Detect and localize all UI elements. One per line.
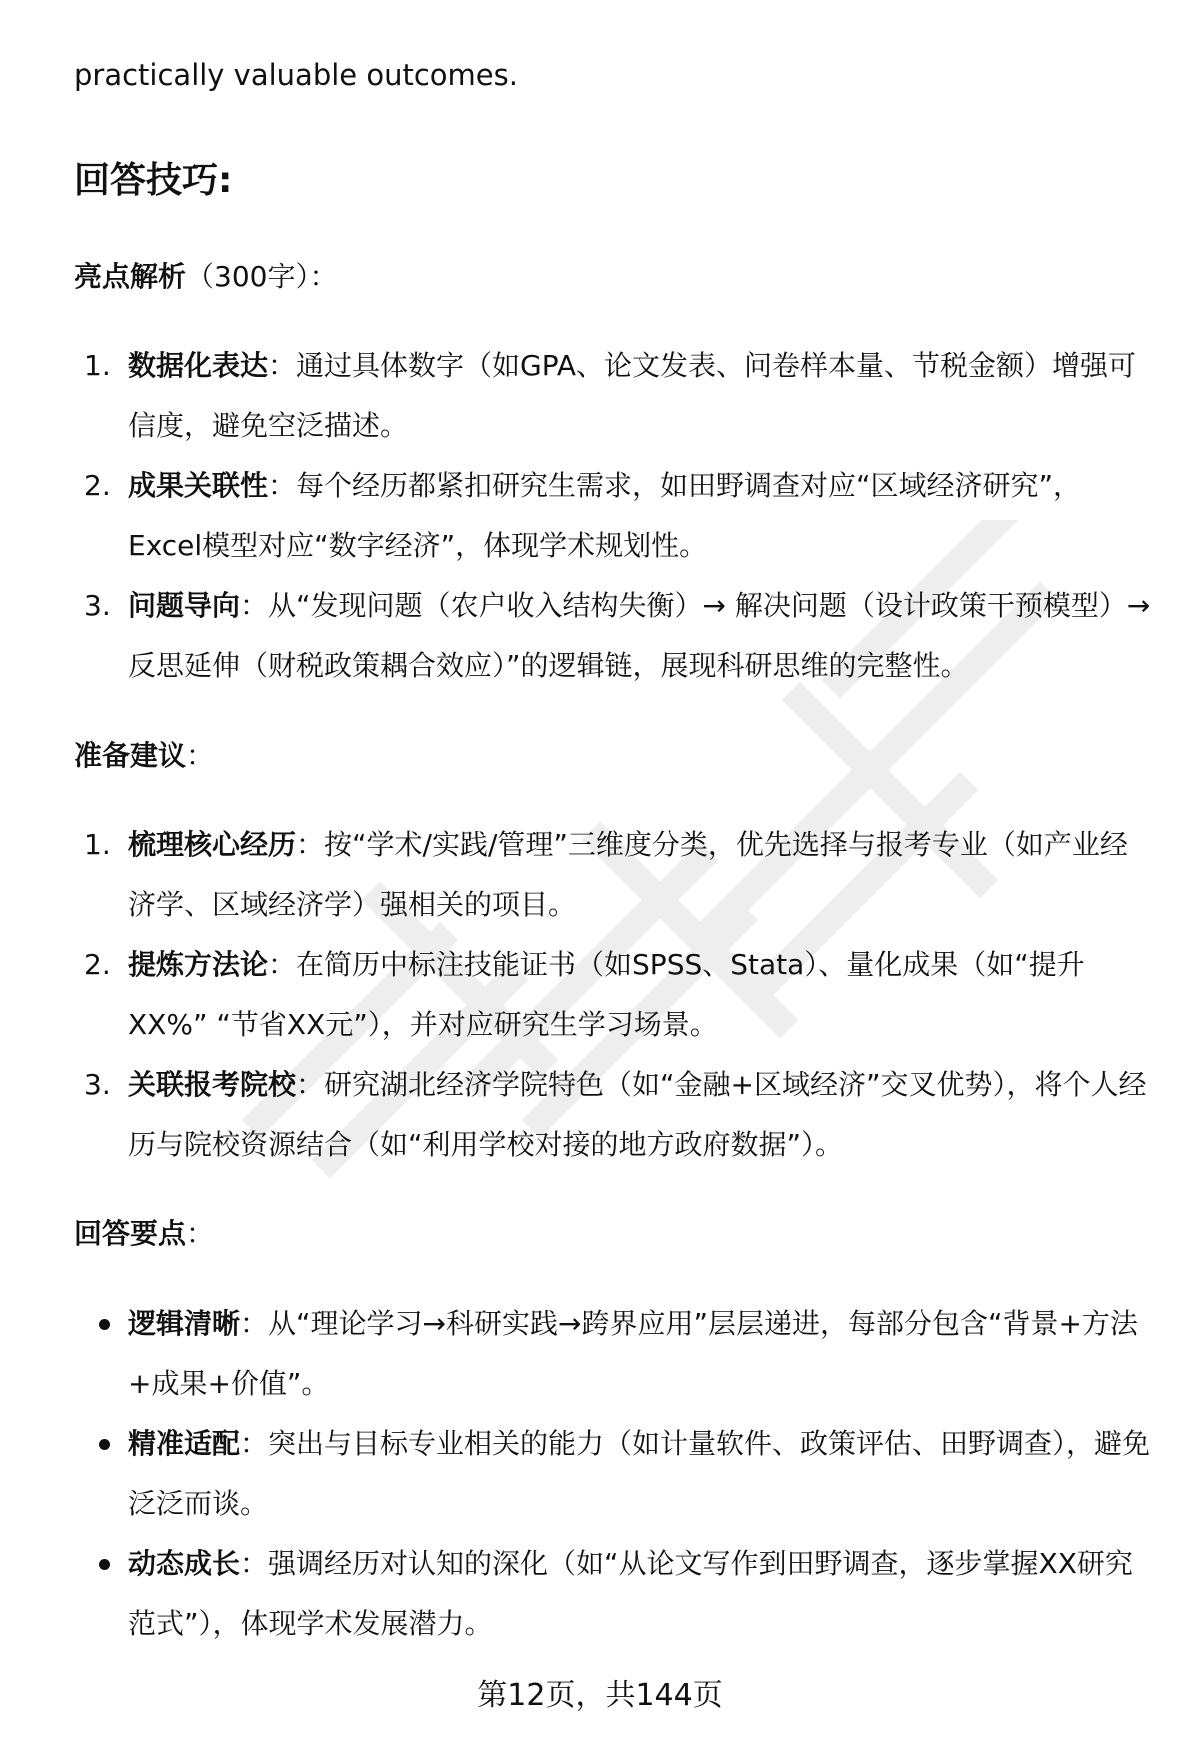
item-separator: ： (240, 1427, 269, 1460)
list-item (0, 935, 1200, 1055)
section-heading: 回答技巧: (74, 160, 233, 201)
list-item (0, 1055, 1200, 1175)
list-item (0, 456, 1200, 576)
list-item (0, 1534, 1200, 1654)
bullet-icon (99, 1559, 110, 1570)
list-marker: 2. (84, 469, 111, 502)
item-text: 研究湖北经济学院特色（如“金融+区域经济”交叉优势），将个人经历与院校资源结合（如“利用学校对接的地方政府数据”）。 (128, 1068, 1147, 1161)
subheading-answer-points (74, 1215, 214, 1253)
list-marker: 1. (84, 349, 111, 382)
subheading-highlights (74, 258, 337, 296)
preparation-list (0, 815, 1200, 1175)
item-separator: ： (268, 469, 297, 502)
subheading-preparation (74, 737, 214, 775)
item-separator: ： (296, 828, 325, 861)
item-text: 通过具体数字（如GPA、论文发表、问卷样本量、节税金额）增强可信度，避免空泛描述。 (128, 349, 1136, 442)
item-separator: ： (240, 1307, 269, 1340)
item-label: 梳理核心经历 (128, 828, 297, 861)
item-label: 成果关联性 (128, 469, 269, 502)
subheading-suffix: （300字）： (186, 260, 338, 293)
item-label: 数据化表达 (128, 349, 269, 382)
item-label: 问题导向 (128, 589, 241, 622)
list-item (0, 576, 1200, 696)
page-number: 第12页，共144页 (477, 1678, 723, 1713)
item-label: 精准适配 (128, 1427, 241, 1460)
subheading-title: 亮点解析 (74, 260, 187, 293)
list-item (0, 815, 1200, 935)
list-item (0, 336, 1200, 456)
item-separator: ： (240, 1547, 269, 1580)
item-separator: ： (296, 1068, 325, 1101)
highlights-list (0, 336, 1200, 696)
answer-points-list (0, 1294, 1200, 1654)
list-marker: 2. (84, 948, 111, 981)
item-separator: ： (268, 948, 297, 981)
item-label: 关联报考院校 (128, 1068, 297, 1101)
list-marker: 3. (84, 589, 111, 622)
list-item (0, 1294, 1200, 1414)
subheading-title: 准备建议 (74, 739, 187, 772)
list-marker: 3. (84, 1068, 111, 1101)
list-item (0, 1414, 1200, 1534)
item-separator: ： (268, 349, 297, 382)
item-label: 逻辑清晰 (128, 1307, 241, 1340)
bullet-icon (99, 1439, 110, 1450)
item-label: 动态成长 (128, 1547, 241, 1580)
subheading-title: 回答要点 (74, 1217, 187, 1250)
intro-text-tail: practically valuable outcomes. (74, 58, 518, 92)
item-text: 从“发现问题（农户收入结构失衡）→ 解决问题（设计政策干预模型）→ 反思延伸（财税政策耦合效应）”的逻辑链，展现科研思维的完整性。 (128, 589, 1151, 682)
item-text: 从“理论学习→科研实践→跨界应用”层层递进，每部分包含“背景+方法+成果+价值”。 (128, 1307, 1138, 1400)
list-marker: 1. (84, 828, 111, 861)
bullet-icon (99, 1319, 110, 1330)
item-text: 按“学术/实践/管理”三维度分类，优先选择与报考专业（如产业经济学、区域经济学）强相关的项目。 (128, 828, 1128, 921)
item-separator: ： (240, 589, 269, 622)
subheading-suffix: ： (186, 739, 215, 772)
item-text: 强调经历对认知的深化（如“从论文写作到田野调查，逐步掌握XX研究范式”），体现学术发展潜力。 (128, 1547, 1133, 1640)
subheading-suffix: ： (186, 1217, 215, 1250)
item-label: 提炼方法论 (128, 948, 269, 981)
item-text: 突出与目标专业相关的能力（如计量软件、政策评估、田野调查），避免泛泛而谈。 (128, 1427, 1151, 1520)
item-text: 每个经历都紧扣研究生需求，如田野调查对应“区域经济研究”，Excel模型对应“数字经济”，体现学术规划性。 (128, 469, 1082, 562)
item-text: 在简历中标注技能证书（如SPSS、Stata）、量化成果（如“提升XX%” “节省XX元”），并对应研究生学习场景。 (128, 948, 1085, 1041)
